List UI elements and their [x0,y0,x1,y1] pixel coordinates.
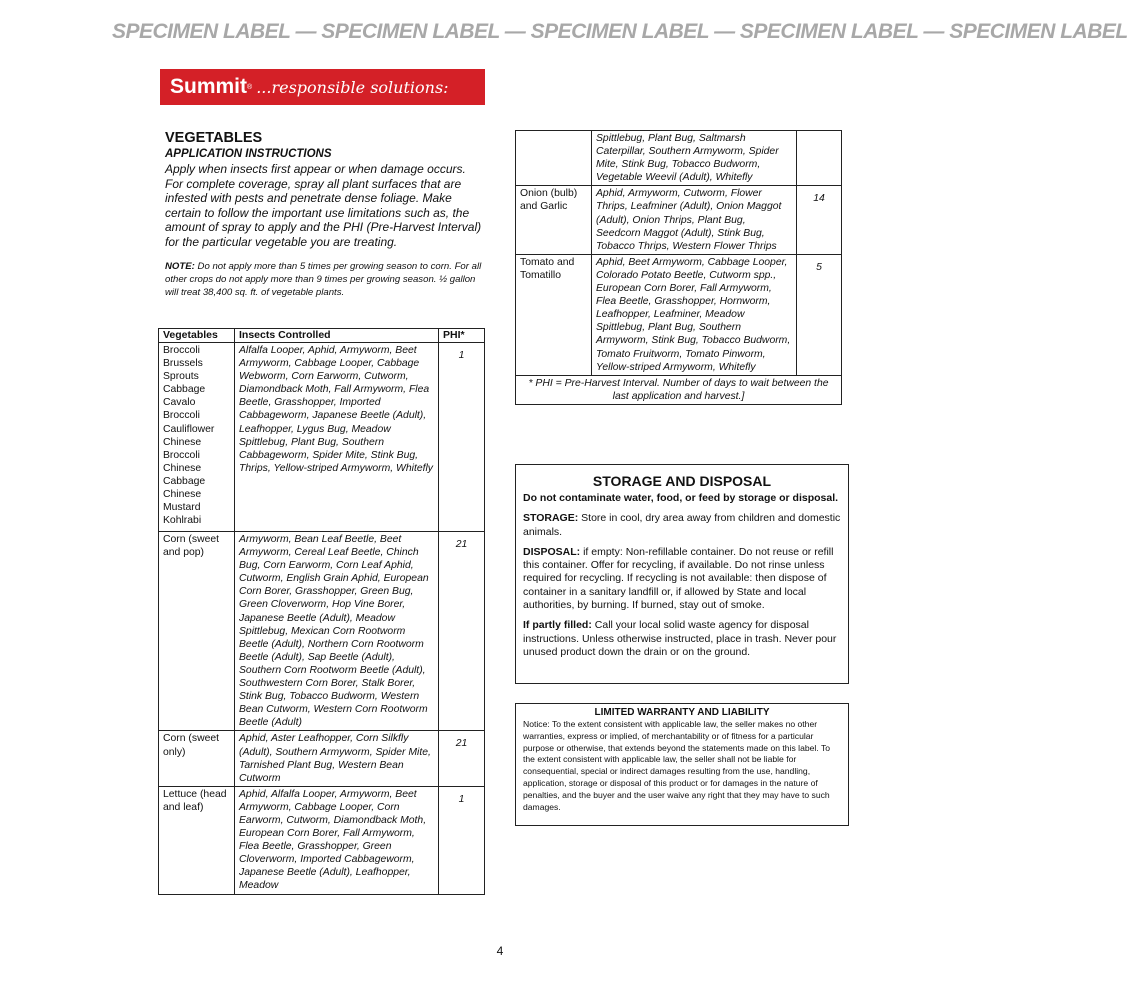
partly-filled-paragraph [523,619,841,659]
page-number: 4 [496,944,504,958]
insects-cell: Aphid, Armyworm, Cutworm, Flower Thrips, Leafminer (Adult), Onion Maggot (Adult), Onion Thrips, Plant Bug, Seedcorn Maggot (Adult), Stink Bug, Tobacco Thrips, Western Flower Thrips [592,186,797,254]
storage-and-disposal-box [515,464,849,684]
summit-logo [160,69,485,105]
insects-cell: Aphid, Alfalfa Looper, Armyworm, Beet Armyworm, Cabbage Looper, Corn Earworm, Cutworm, Diamondback Moth, European Corn Borer, Fall Armyworm, Flea Beetle, Grasshopper, Green Cloverworm, Imported Cabbageworm, Japanese Beetle (Adult), Leafhopper, Meadow [235,786,439,894]
specimen-label-banner: SPECIMEN LABEL — SPECIMEN LABEL — SPECIMEN LABEL — SPECIMEN LABEL — SPECIMEN LABEL [112,20,1128,43]
application-instructions-section [165,130,485,299]
table-row [159,786,485,894]
warranty-box [515,703,849,826]
table-header-row [159,329,485,343]
vegetable-cell: Lettuce (head and leaf) [159,786,235,894]
note-text: Do not apply more than 5 times per growing season to corn. For all other crops do not apply more than 9 times per growing season. ½ gallon will treat 38,400 sq. ft. of vegetable plants. [165,260,482,299]
storage-label: STORAGE: [523,512,579,525]
table-footnote-row [516,375,842,404]
table-row [159,731,485,786]
disposal-label: DISPOSAL: [523,545,581,558]
vegetable-cell: Corn (sweet only) [159,731,235,786]
usage-note [165,260,485,300]
warranty-title: LIMITED WARRANTY AND LIABILITY [594,707,770,718]
vegetable-cell [159,343,235,532]
header-phi: PHI* [439,329,485,343]
storage-paragraph [523,512,841,539]
table-row [516,254,842,375]
header-insects-controlled: Insects Controlled [235,329,439,343]
disposal-paragraph [523,546,841,612]
header-vegetables: Vegetables [159,329,235,343]
phi-cell: 1 [439,786,485,894]
storage-warning: Do not contaminate water, food, or feed by storage or disposal. [523,492,839,504]
table-row [516,186,842,254]
phi-cell: 5 [797,254,842,375]
vegetable-cell: Onion (bulb) and Garlic [516,186,592,254]
partly-filled-label: If partly filled: [523,619,592,632]
insects-cell: Aphid, Aster Leafhopper, Corn Silkfly (Adult), Southern Armyworm, Spider Mite, Tarnished Plant Bug, Western Bean Cutworm [235,731,439,786]
section-heading: VEGETABLES [165,130,263,146]
phi-footnote: * PHI = Pre-Harvest Interval. Number of days to wait between the last application and harvest.] [516,375,842,404]
table-row [159,532,485,731]
vegetable-cell: Tomato and Tomatillo [516,254,592,375]
vegetable-cell: Corn (sweet and pop) [159,532,235,731]
partly-filled-text: Call your local solid waste agency for disposal instructions. Unless otherwise instructed, place in trash. Never pour unused product down the drain or on the ground. [523,619,837,658]
pest-table [158,328,485,895]
section-subheading: APPLICATION INSTRUCTIONS [165,148,332,160]
logo-registered-mark: ® [247,83,253,91]
insects-cell: Armyworm, Bean Leaf Beetle, Beet Armyworm, Cereal Leaf Beetle, Chinch Bug, Corn Earworm, Corn Leaf Aphid, Cutworm, English Grain Aphid, European Corn Borer, Grasshopper, Green Bug, Green Cloverworm, Hop Vine Borer, Japanese Beetle (Adult), Meadow Spittlebug, Mexican Corn Rootworm Beetle (Adult), Northern Corn Rootworm Beetle (Adult), Sap Beetle (Adult), Southern Corn Rootworm Beetle (Adult), Southwestern Corn Borer, Stalk Borer, Stink Bug, Tobacco Budworm, Western Bean Cutworm, Western Corn Rootworm Beetle (Adult) [235,532,439,731]
note-label: NOTE: [165,260,195,272]
table-row [516,131,842,186]
logo-brand: Summit [170,75,248,98]
disposal-text: if empty: Non-refillable container. Do not reuse or refill this container. Offer for recycling, if available. Do not rinse unless required for recycling. If recycling is not available: then dispose of container in a sanitary landfill or, if allowed by State and local authorities, by burning. If burned, stay out of smoke. [523,545,834,612]
vegetable-cell [516,131,592,186]
phi-cell [797,131,842,186]
warranty-text: Notice: To the extent consistent with applicable law, the seller makes no other warranties, express or implied, of merchantability or of fitness for a particular purpose or otherwise, that extends beyond the statements made on this label. To the extent consistent with applicable law, the seller shall not be liable for consequential, special or indirect damages resulting from the use, handling, application, storage or disposal of this product or for damages in the nature of penalties, and the buyer and the user waive any right that they may have to such damages. [523,719,831,812]
instructions-paragraph: Apply when insects first appear or when damage occurs. For complete coverage, spray all plant surfaces that are infested with pests and penetrate dense foliage. Make certain to follow the important use limitations such as, the amount of spray to apply and the PHI (Pre-Harvest Interval) for the particular vegetable you are treating. [165,162,482,249]
table-row [159,343,485,532]
storage-title: STORAGE AND DISPOSAL [592,473,772,489]
insects-cell: Alfalfa Looper, Aphid, Armyworm, Beet Armyworm, Cabbage Looper, Cabbage Webworm, Corn Earworm, Cutworm, Diamondback Moth, Fall Armyworm, Flea Beetle, Grasshopper, Imported Cabbageworm, Japanese Beetle (Adult), Leafhopper, Lygus Bug, Meadow Spittlebug, Plant Bug, Southern Cabbageworm, Spider Mite, Stink Bug, Thrips, Yellow-striped Armyworm, Whitefly [235,343,439,532]
phi-cell: 1 [439,343,485,532]
phi-cell: 21 [439,532,485,731]
phi-cell: 21 [439,731,485,786]
phi-cell: 14 [797,186,842,254]
insects-cell: Spittlebug, Plant Bug, Saltmarsh Caterpillar, Southern Armyworm, Spider Mite, Stink Bug, Tobacco Budworm, Vegetable Weevil (Adult), Whitefly [592,131,797,186]
insects-cell: Aphid, Beet Armyworm, Cabbage Looper, Colorado Potato Beetle, Cutworm spp., European Corn Borer, Fall Armyworm, Flea Beetle, Grasshopper, Hornworm, Leafhopper, Leafminer, Meadow Spittlebug, Plant Bug, Southern Armyworm, Stink Bug, Tobacco Budworm, Tomato Fruitworm, Tomato Pinworm, Yellow-striped Armyworm, Whitefly [592,254,797,375]
pest-table-continued [515,130,842,405]
logo-tagline: ...responsible solutions: [256,77,449,97]
storage-text: Store in cool, dry area away from children and domestic animals. [523,512,841,538]
vegetable-name: Broccoli Brussels Sprouts Cabbage Cavalo Broccoli Cauliflower Chinese Broccoli Chinese Cabbage Chinese Mustard Kohlrabi [163,345,215,527]
